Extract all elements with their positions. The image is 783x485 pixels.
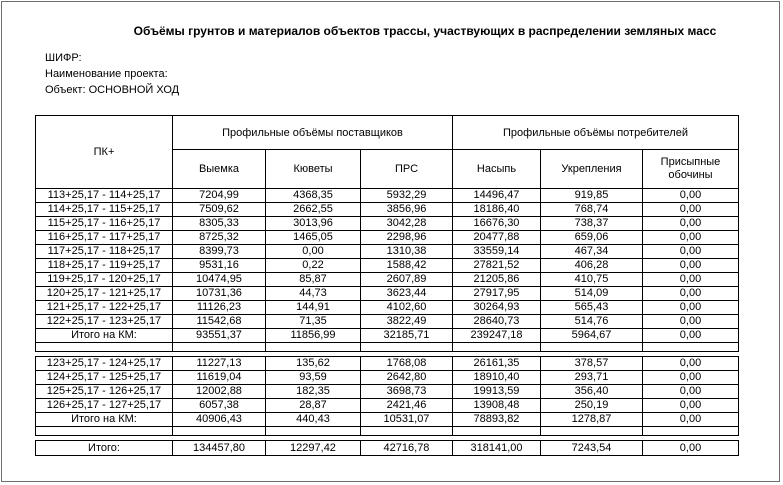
spacer-cell	[453, 427, 541, 436]
value-cell: 2298,96	[361, 231, 453, 245]
value-cell: 1588,42	[361, 259, 453, 273]
value-cell: 0,00	[643, 441, 739, 456]
value-cell: 0,00	[643, 385, 739, 399]
pk-range-cell: 126+25,17 - 127+25,17	[36, 399, 173, 413]
value-cell: 4368,35	[266, 189, 361, 203]
value-cell: 28640,73	[453, 315, 541, 329]
report-title: Объёмы грунтов и материалов объектов трассы, участвующих в распределении земляных масс	[133, 24, 717, 38]
value-cell: 2421,46	[361, 399, 453, 413]
pk-range-cell: 121+25,17 - 122+25,17	[36, 301, 173, 315]
value-cell: 134457,80	[173, 441, 266, 456]
value-cell: 0,00	[643, 189, 739, 203]
value-cell: 738,37	[541, 217, 643, 231]
value-cell: 93,59	[266, 371, 361, 385]
value-cell: 28,87	[266, 399, 361, 413]
pk-range-cell: 122+25,17 - 123+25,17	[36, 315, 173, 329]
value-cell: 0,00	[643, 273, 739, 287]
spacer-cell	[541, 343, 643, 352]
value-cell: 514,76	[541, 315, 643, 329]
value-cell: 0,00	[643, 245, 739, 259]
data-row	[36, 385, 739, 399]
value-cell: 30264,93	[453, 301, 541, 315]
data-row	[36, 399, 739, 413]
value-cell: 7204,99	[173, 189, 266, 203]
value-cell: 239247,18	[453, 329, 541, 343]
value-cell: 6057,38	[173, 399, 266, 413]
value-cell: 0,00	[643, 413, 739, 427]
data-row	[36, 203, 739, 217]
spacer-cell	[266, 343, 361, 352]
value-cell: 10474,95	[173, 273, 266, 287]
spacer-cell	[361, 343, 453, 352]
spacer-cell	[266, 427, 361, 436]
value-cell: 85,87	[266, 273, 361, 287]
value-cell: 1278,87	[541, 413, 643, 427]
km-total-row	[36, 329, 739, 343]
header-row-groups	[36, 116, 739, 150]
value-cell: 514,09	[541, 287, 643, 301]
value-cell: 0,00	[266, 245, 361, 259]
pk-range-cell: 115+25,17 - 116+25,17	[36, 217, 173, 231]
col-header-excavation: Выемка	[173, 150, 266, 189]
table-body	[36, 189, 739, 456]
spacer-cell	[541, 427, 643, 436]
value-cell: 406,28	[541, 259, 643, 273]
pk-range-cell: 118+25,17 - 119+25,17	[36, 259, 173, 273]
value-cell: 9531,16	[173, 259, 266, 273]
value-cell: 0,00	[643, 301, 739, 315]
value-cell: 0,22	[266, 259, 361, 273]
value-cell: 1768,08	[361, 357, 453, 371]
volumes-table	[35, 115, 739, 456]
report-meta	[45, 50, 179, 98]
value-cell: 12297,42	[266, 441, 361, 456]
value-cell: 11856,99	[266, 329, 361, 343]
value-cell: 11619,04	[173, 371, 266, 385]
table-header	[36, 116, 739, 189]
value-cell: 7509,62	[173, 203, 266, 217]
value-cell: 40906,43	[173, 413, 266, 427]
spacer-cell	[173, 343, 266, 352]
data-row	[36, 301, 739, 315]
value-cell: 27821,52	[453, 259, 541, 273]
pk-range-cell: 116+25,17 - 117+25,17	[36, 231, 173, 245]
value-cell: 26161,35	[453, 357, 541, 371]
value-cell: 11227,13	[173, 357, 266, 371]
value-cell: 12002,88	[173, 385, 266, 399]
value-cell: 27917,95	[453, 287, 541, 301]
value-cell: 0,00	[643, 259, 739, 273]
group-header-consumers: Профильные объёмы потребителей	[453, 116, 739, 150]
grand-total-row	[36, 441, 739, 456]
spacer-cell	[643, 343, 739, 352]
value-cell: 3698,73	[361, 385, 453, 399]
value-cell: 42716,78	[361, 441, 453, 456]
spacer-cell	[173, 427, 266, 436]
value-cell: 0,00	[643, 329, 739, 343]
value-cell: 71,35	[266, 315, 361, 329]
pk-range-cell: 119+25,17 - 120+25,17	[36, 273, 173, 287]
pk-range-cell: Итого:	[36, 441, 173, 456]
value-cell: 5932,29	[361, 189, 453, 203]
value-cell: 293,71	[541, 371, 643, 385]
value-cell: 0,00	[643, 315, 739, 329]
pk-range-cell: Итого на КМ:	[36, 329, 173, 343]
spacer-cell	[36, 427, 173, 436]
data-row	[36, 287, 739, 301]
value-cell: 0,00	[643, 203, 739, 217]
data-row	[36, 189, 739, 203]
spacer-row	[36, 343, 739, 352]
data-row	[36, 273, 739, 287]
data-row	[36, 245, 739, 259]
value-cell: 93551,37	[173, 329, 266, 343]
pk-range-cell: 124+25,17 - 125+25,17	[36, 371, 173, 385]
value-cell: 14496,47	[453, 189, 541, 203]
spacer-cell	[643, 427, 739, 436]
col-header-prs: ПРС	[361, 150, 453, 189]
value-cell: 44,73	[266, 287, 361, 301]
value-cell: 144,91	[266, 301, 361, 315]
spacer-cell	[36, 343, 173, 352]
value-cell: 11126,23	[173, 301, 266, 315]
value-cell: 3822,49	[361, 315, 453, 329]
value-cell: 33559,14	[453, 245, 541, 259]
value-cell: 3856,96	[361, 203, 453, 217]
value-cell: 3042,28	[361, 217, 453, 231]
value-cell: 4102,60	[361, 301, 453, 315]
value-cell: 32185,71	[361, 329, 453, 343]
value-cell: 21205,86	[453, 273, 541, 287]
spacer-cell	[361, 427, 453, 436]
value-cell: 250,19	[541, 399, 643, 413]
value-cell: 0,00	[643, 217, 739, 231]
value-cell: 659,06	[541, 231, 643, 245]
meta-project: Наименование проекта:	[45, 68, 168, 80]
value-cell: 440,43	[266, 413, 361, 427]
value-cell: 16676,30	[453, 217, 541, 231]
value-cell: 5964,67	[541, 329, 643, 343]
pk-range-cell: 114+25,17 - 115+25,17	[36, 203, 173, 217]
data-row	[36, 371, 739, 385]
col-header-shoulders: Присыпные обочины	[643, 150, 739, 189]
value-cell: 768,74	[541, 203, 643, 217]
data-row	[36, 259, 739, 273]
value-cell: 565,43	[541, 301, 643, 315]
value-cell: 919,85	[541, 189, 643, 203]
value-cell: 10731,36	[173, 287, 266, 301]
value-cell: 20477,88	[453, 231, 541, 245]
value-cell: 3623,44	[361, 287, 453, 301]
pk-range-cell: 120+25,17 - 121+25,17	[36, 287, 173, 301]
value-cell: 78893,82	[453, 413, 541, 427]
value-cell: 13908,48	[453, 399, 541, 413]
value-cell: 7243,54	[541, 441, 643, 456]
spacer-cell	[453, 343, 541, 352]
value-cell: 2662,55	[266, 203, 361, 217]
value-cell: 3013,96	[266, 217, 361, 231]
pk-range-cell: 125+25,17 - 126+25,17	[36, 385, 173, 399]
value-cell: 18910,40	[453, 371, 541, 385]
value-cell: 182,35	[266, 385, 361, 399]
value-cell: 1465,05	[266, 231, 361, 245]
pk-range-cell: 117+25,17 - 118+25,17	[36, 245, 173, 259]
km-total-row	[36, 413, 739, 427]
data-row	[36, 217, 739, 231]
value-cell: 8305,33	[173, 217, 266, 231]
meta-object: Объект: ОСНОВНОЙ ХОД	[45, 84, 180, 96]
value-cell: 318141,00	[453, 441, 541, 456]
value-cell: 10531,07	[361, 413, 453, 427]
value-cell: 378,57	[541, 357, 643, 371]
value-cell: 0,00	[643, 399, 739, 413]
col-header-embankment: Насыпь	[453, 150, 541, 189]
data-row	[36, 231, 739, 245]
value-cell: 0,00	[643, 371, 739, 385]
value-cell: 1310,38	[361, 245, 453, 259]
value-cell: 2607,89	[361, 273, 453, 287]
value-cell: 0,00	[643, 287, 739, 301]
value-cell: 0,00	[643, 357, 739, 371]
value-cell: 19913,59	[453, 385, 541, 399]
value-cell: 11542,68	[173, 315, 266, 329]
value-cell: 410,75	[541, 273, 643, 287]
value-cell: 18186,40	[453, 203, 541, 217]
pk-range-cell: 123+25,17 - 124+25,17	[36, 357, 173, 371]
meta-shifr: ШИФР:	[45, 52, 82, 64]
col-header-ditches: Кюветы	[266, 150, 361, 189]
col-header-reinforcement: Укрепления	[541, 150, 643, 189]
pk-range-cell: Итого на КМ:	[36, 413, 173, 427]
group-header-suppliers: Профильные объёмы поставщиков	[173, 116, 453, 150]
data-row	[36, 357, 739, 371]
value-cell: 356,40	[541, 385, 643, 399]
value-cell: 2642,80	[361, 371, 453, 385]
value-cell: 8725,32	[173, 231, 266, 245]
value-cell: 0,00	[643, 231, 739, 245]
pk-range-cell: 113+25,17 - 114+25,17	[36, 189, 173, 203]
col-header-pk: ПК+	[36, 116, 173, 189]
data-row	[36, 315, 739, 329]
value-cell: 8399,73	[173, 245, 266, 259]
spacer-row	[36, 427, 739, 436]
value-cell: 467,34	[541, 245, 643, 259]
value-cell: 135,62	[266, 357, 361, 371]
